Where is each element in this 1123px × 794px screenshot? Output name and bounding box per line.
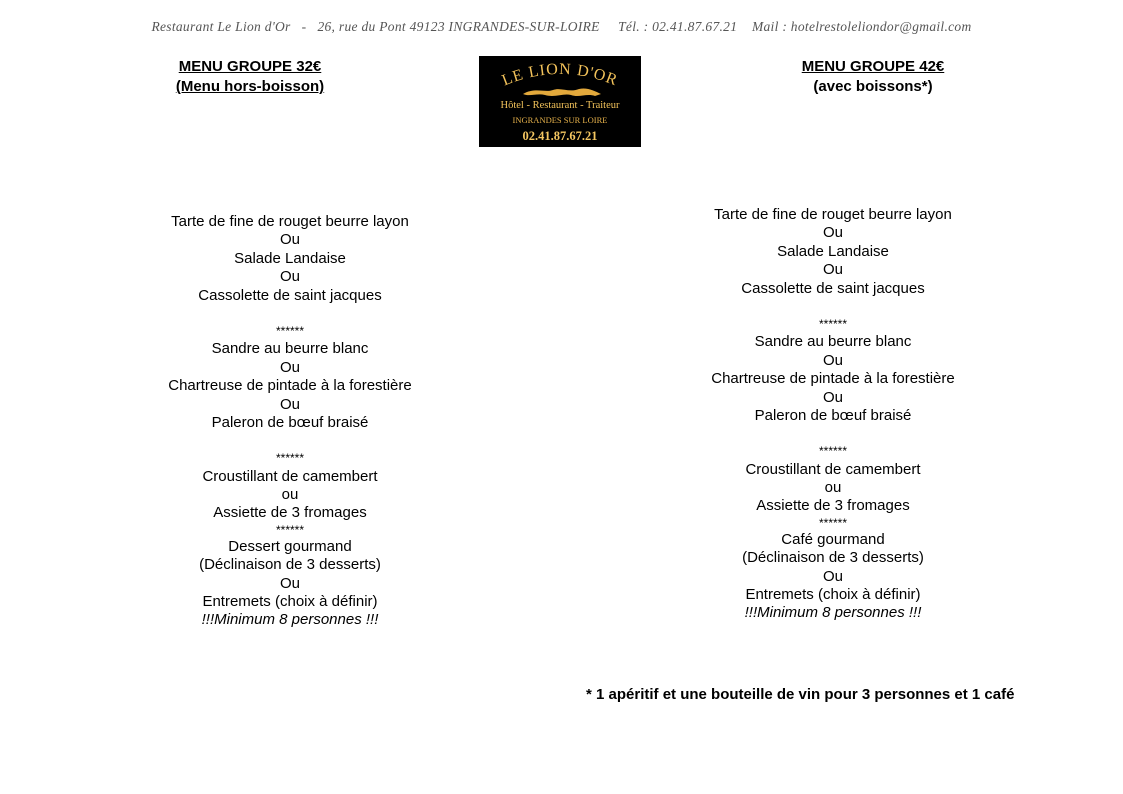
logo-services: Hôtel - Restaurant - Traiteur: [500, 100, 620, 111]
spacer: [653, 298, 1013, 315]
fromage-item: Assiette de 3 fromages: [756, 497, 910, 515]
or-separator: Ou: [822, 224, 843, 242]
logo-town: INGRANDES SUR LOIRE: [512, 115, 608, 125]
or-separator: Ou: [279, 231, 300, 249]
plat-item: Paleron de bœuf braisé: [211, 413, 369, 431]
dessert-item: Entremets (choix à définir): [202, 593, 378, 611]
dessert-item: Entremets (choix à définir): [745, 586, 921, 604]
menu-42-subtitle: (avec boissons*): [813, 78, 933, 95]
dessert-item: Café gourmand: [781, 530, 885, 548]
or-separator: Ou: [822, 388, 843, 406]
or-separator: Ou: [822, 261, 843, 279]
or-separator: Ou: [279, 395, 300, 413]
course-separator: ******: [275, 522, 305, 537]
menu-32-title: MENU GROUPE 32€: [178, 58, 322, 75]
logo-name-text: LE LION D'OR: [499, 60, 621, 90]
or-separator: Ou: [279, 358, 300, 376]
course-separator: ******: [275, 451, 305, 466]
or-separator: Ou: [822, 567, 843, 585]
or-separator: Ou: [822, 351, 843, 369]
course-separator: ******: [818, 316, 848, 331]
menu-42-heading: [723, 57, 1023, 97]
spacer: [110, 432, 470, 449]
spacer: [653, 425, 1013, 442]
minimum-guests-note: !!!Minimum 8 personnes !!!: [744, 604, 922, 622]
course-separator: ******: [275, 323, 305, 338]
contact-header: Restaurant Le Lion d'Or - 26, rue du Pont 49123 INGRANDES-SUR-LOIRE Tél. : 02.41.87.67.21 Mail : hotelrestoleliondor@gmail.com: [151, 19, 972, 34]
restaurant-logo: [480, 57, 640, 146]
lion-icon: [523, 88, 601, 96]
plat-item: Sandre au beurre blanc: [754, 333, 912, 351]
fromage-item: Assiette de 3 fromages: [213, 504, 367, 522]
course-separator: ******: [818, 444, 848, 459]
course-separator: ******: [818, 515, 848, 530]
menu-32-subtitle: (Menu hors-boisson): [175, 78, 325, 95]
dessert-item: Dessert gourmand: [228, 537, 352, 555]
menu-42-title: MENU GROUPE 42€: [801, 58, 945, 75]
plat-item: Paleron de bœuf braisé: [754, 406, 912, 424]
menu-42-courses: [653, 206, 1013, 623]
plat-item: Chartreuse de pintade à la forestière: [168, 377, 412, 395]
or-separator: ou: [824, 479, 842, 497]
entree-item: Salade Landaise: [234, 249, 346, 267]
entree-item: Cassolette de saint jacques: [741, 279, 925, 297]
or-separator: Ou: [279, 574, 300, 592]
entree-item: Tarte de fine de rouget beurre layon: [714, 206, 952, 223]
plat-item: Sandre au beurre blanc: [211, 340, 369, 358]
dessert-detail: (Déclinaison de 3 desserts): [742, 549, 924, 567]
minimum-guests-note: !!!Minimum 8 personnes !!!: [201, 611, 379, 629]
logo-phone: 02.41.87.67.21: [522, 129, 598, 143]
menu-32-courses: [110, 213, 470, 630]
entree-item: Salade Landaise: [777, 242, 889, 260]
or-separator: Ou: [279, 268, 300, 286]
fromage-item: Croustillant de camembert: [745, 460, 921, 478]
or-separator: ou: [281, 486, 299, 504]
fromage-item: Croustillant de camembert: [202, 467, 378, 485]
entree-item: Tarte de fine de rouget beurre layon: [171, 213, 409, 230]
dessert-detail: (Déclinaison de 3 desserts): [199, 556, 381, 574]
plat-item: Chartreuse de pintade à la forestière: [711, 370, 955, 388]
spacer: [110, 305, 470, 322]
menu-32-heading: [100, 57, 400, 97]
entree-item: Cassolette de saint jacques: [198, 286, 382, 304]
drinks-footnote: * 1 apéritif et une bouteille de vin pour 3 personnes et 1 café: [586, 686, 1015, 703]
